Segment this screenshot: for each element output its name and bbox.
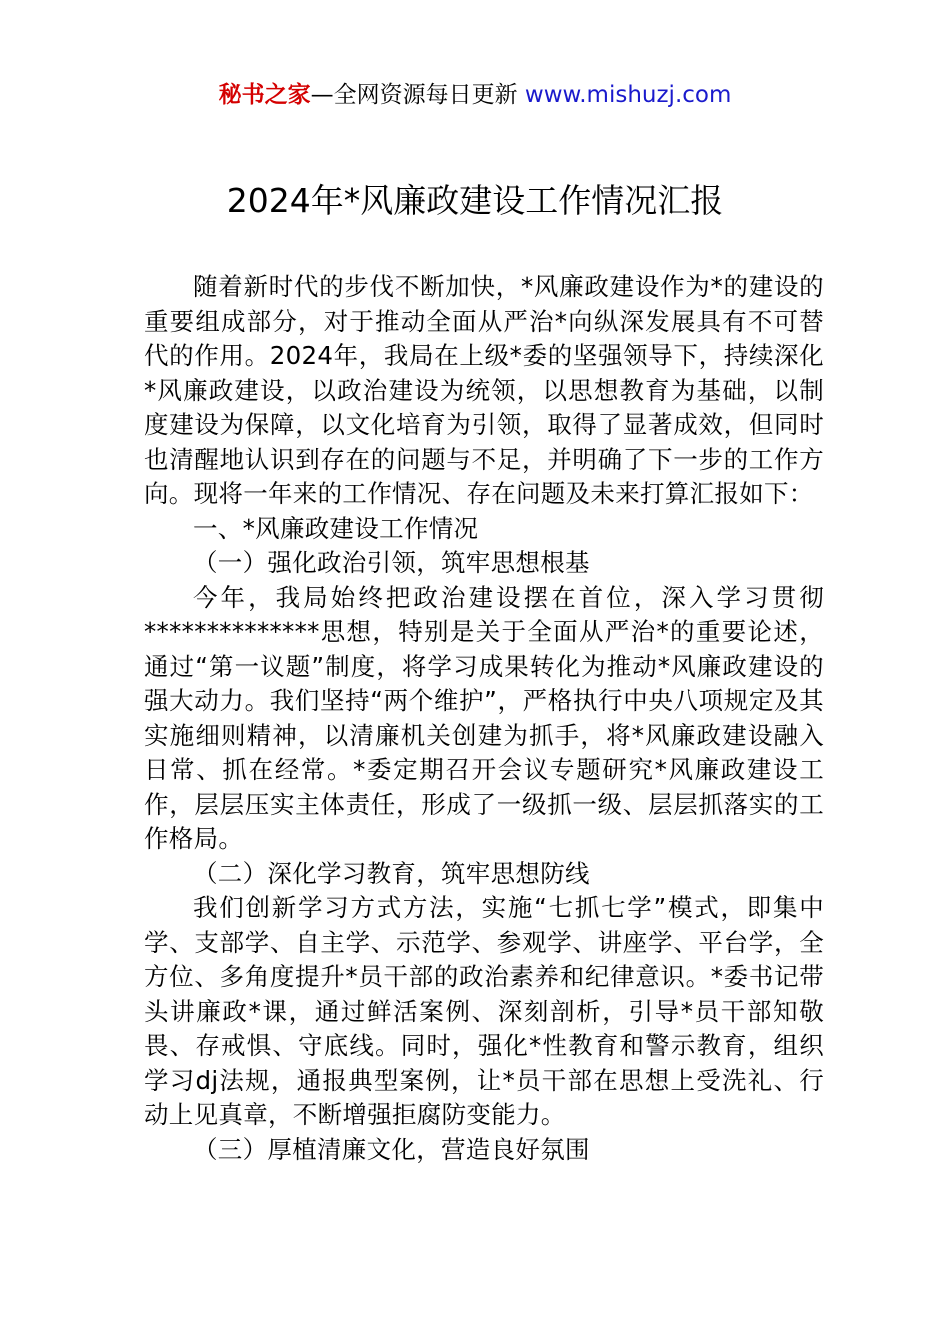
subsection-paragraph: 今年，我局始终把政治建设摆在首位，深入学习贯彻**************思想，特别是关于全面从严治*的重要论述，通过“第一议题”制度，将学习成果转化为推动*风廉政建设的强大动力。我们坚持“两个维护”，严格执行中央八项规定及其实施细则精神，以清廉机关创建为抓手，将*风廉政建设融入日常、抓在经常。*委定期召开会议专题研究*风廉政建设工作，层层压实主体责任，形成了一级抓一级、层层抓落实的工作格局。 [144, 582, 824, 853]
brand-name: 秘书之家 [218, 82, 311, 108]
subsection-heading: （三）厚植清廉文化，营造良好氛围 [193, 1134, 590, 1164]
document-body [144, 270, 824, 1167]
intro-paragraph: 随着新时代的步伐不断加快，*风廉政建设作为*的建设的重要组成部分，对于推动全面从严治*向纵深发展具有不可替代的作用。2024年，我局在上级*委的坚强领导下，持续深化*风廉政建设，以政治建设为统领，以思想教育为基础，以制度建设为保障，以文化培育为引领，取得了显著成效，但同时也清醒地认识到存在的问题与不足，并明确了下一步的工作方向。现将一年来的工作情况、存在问题及未来打算汇报如下： [144, 272, 824, 508]
site-url-link[interactable]: www.mishuzj.com [524, 82, 732, 108]
header-tagline: —全网资源每日更新 [310, 82, 525, 108]
section-heading: 一、*风廉政建设工作情况 [193, 513, 479, 543]
subsection-heading: （一）强化政治引领，筑牢思想根基 [193, 548, 590, 577]
subsection-paragraph: 我们创新学习方式方法，实施“七抓七学”模式，即集中学、支部学、自主学、示范学、参观学、讲座学、平台学，全方位、多角度提升*员干部的政治素养和纪律意识。*委书记带头讲廉政*课，通过鲜活案例、深刻剖析，引导*员干部知敬畏、存戒惧、守底线。同时，强化*性教育和警示教育，组织学习dj法规，通报典型案例，让*员干部在思想上受洗礼、行动上见真章，不断增强拒腐防变能力。 [144, 893, 824, 1129]
subsection-heading: （二）深化学习教育，筑牢思想防线 [193, 858, 590, 888]
site-header [0, 78, 950, 112]
document-title: 2024年*风廉政建设工作情况汇报 [226, 181, 724, 220]
